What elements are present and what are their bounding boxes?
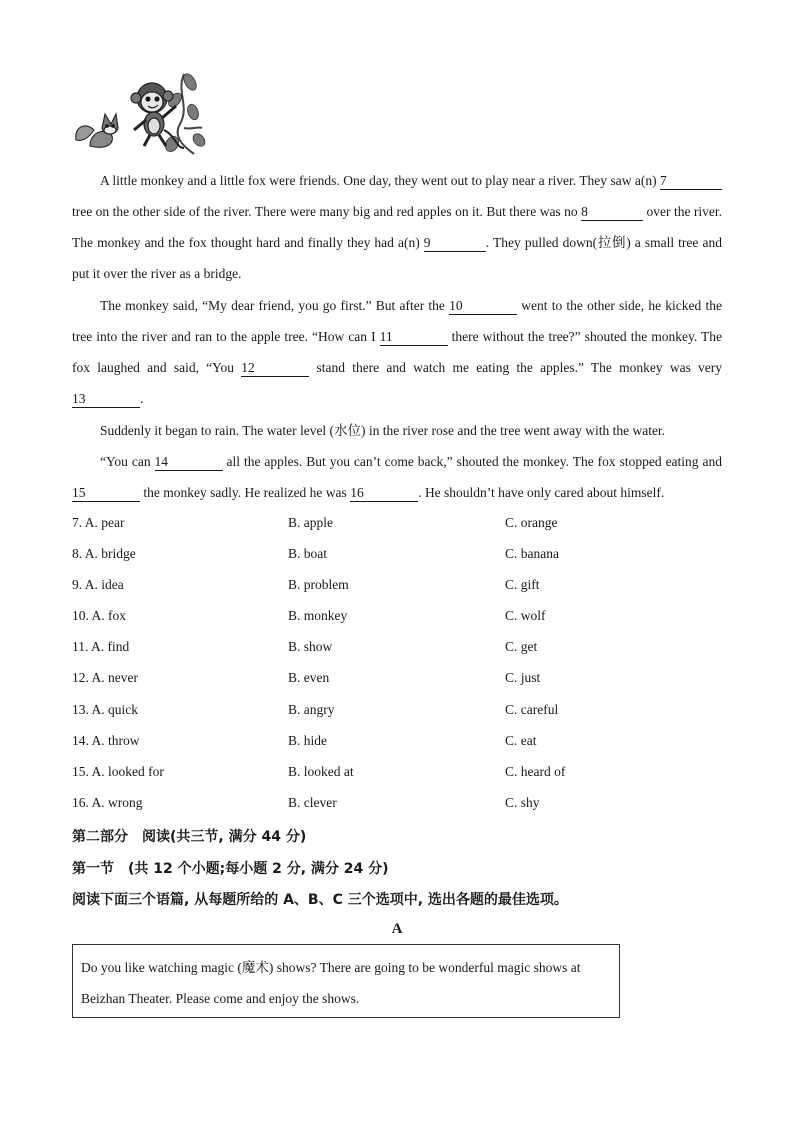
blank-8[interactable]: 8 [581, 204, 643, 221]
option-a[interactable]: 13. A. quick [72, 702, 138, 717]
option-c[interactable]: C. just [505, 670, 541, 685]
option-b[interactable]: B. problem [288, 577, 349, 592]
option-c[interactable]: C. wolf [505, 608, 546, 623]
option-a[interactable]: 10. A. fox [72, 608, 126, 623]
section-one-title: 第一节 (共 12 个小题;每小题 2 分, 满分 24 分) [72, 861, 389, 877]
option-c[interactable]: C. get [505, 639, 538, 654]
blank-7[interactable]: 7 [660, 173, 722, 190]
passage-paragraph-3: Suddenly it began to rain. The water level (水位) in the river rose and the tree went away with the water. [100, 423, 666, 438]
option-b[interactable]: B. boat [288, 546, 327, 561]
option-b[interactable]: B. angry [288, 702, 335, 717]
blank-9[interactable]: 9 [424, 235, 486, 252]
question-row [72, 764, 722, 786]
passage-paragraph-4: “You can 14 all the apples. But you can’t come back,” shouted the monkey. The fox stopped eating and 15 the monkey sadly. He realized he was 16 . He shouldn’t have only cared about himself. [72, 454, 723, 500]
question-row [72, 546, 722, 568]
question-row [72, 733, 722, 755]
passage-label: A [391, 921, 403, 937]
blank-16[interactable]: 16 [350, 485, 418, 502]
blank-10[interactable]: 10 [449, 298, 517, 315]
option-a[interactable]: 14. A. throw [72, 733, 140, 748]
part-two-title: 第二部分 阅读(共三节, 满分 44 分) [72, 829, 307, 845]
option-b[interactable]: B. looked at [288, 764, 354, 779]
question-row [72, 608, 722, 630]
question-row [72, 577, 722, 599]
question-row [72, 670, 722, 692]
question-row [72, 702, 722, 724]
passage-a-box [72, 944, 620, 1018]
option-a[interactable]: 16. A. wrong [72, 795, 143, 810]
option-c[interactable]: C. heard of [505, 764, 566, 779]
option-b[interactable]: B. monkey [288, 608, 348, 623]
blank-12[interactable]: 12 [241, 360, 309, 377]
blank-13[interactable]: 13 [72, 391, 140, 408]
option-b[interactable]: B. show [288, 639, 333, 654]
passage-paragraph-1: A little monkey and a little fox were friends. One day, they went out to play near a river. They saw a(n) 7 tree on the other side of the river. There were many big and red apples on it. But there was no 8 over the river. The monkey and the fox thought hard and finally they had a(n) 9 . They pulled down(拉倒) a small tree and put it over the river as a bridge. [72, 173, 722, 281]
blank-15[interactable]: 15 [72, 485, 140, 502]
fox-icon [76, 114, 118, 147]
option-c[interactable]: C. careful [505, 702, 559, 717]
option-a[interactable]: 9. A. idea [72, 577, 124, 592]
option-a[interactable]: 12. A. never [72, 670, 138, 685]
passage-a-text: Do you like watching magic (魔术) shows? There are going to be wonderful magic shows at Beizhan Theater. Please come and enjoy the shows. [81, 960, 581, 1006]
question-row [72, 639, 722, 661]
passage-paragraph-2: The monkey said, “My dear friend, you go first.” But after the 10 went to the other side, he kicked the tree into the river and ran to the apple tree. “How can I 11 there without the tree?” shouted the monkey. The fox laughed and said, “You 12 stand there and watch me eating the apples.” The monkey was very 13 . [72, 298, 723, 406]
option-c[interactable]: C. banana [505, 546, 559, 561]
option-c[interactable]: C. gift [505, 577, 540, 592]
option-b[interactable]: B. hide [288, 733, 327, 748]
option-c[interactable]: C. orange [505, 515, 558, 530]
question-row [72, 795, 722, 817]
option-c[interactable]: C. eat [505, 733, 537, 748]
blank-14[interactable]: 14 [155, 454, 223, 471]
option-b[interactable]: B. even [288, 670, 330, 685]
reading-instruction: 阅读下面三个语篇, 从每题所给的 A、B、C 三个选项中, 选出各题的最佳选项。 [72, 892, 568, 908]
option-a[interactable]: 11. A. find [72, 639, 130, 654]
option-b[interactable]: B. clever [288, 795, 337, 810]
option-a[interactable]: 15. A. looked for [72, 764, 164, 779]
option-a[interactable]: 7. A. pear [72, 515, 125, 530]
option-b[interactable]: B. apple [288, 515, 333, 530]
option-a[interactable]: 8. A. bridge [72, 546, 136, 561]
monkey-fox-illustration [72, 70, 207, 156]
blank-11[interactable]: 11 [380, 329, 448, 346]
question-row [72, 515, 722, 537]
option-c[interactable]: C. shy [505, 795, 540, 810]
